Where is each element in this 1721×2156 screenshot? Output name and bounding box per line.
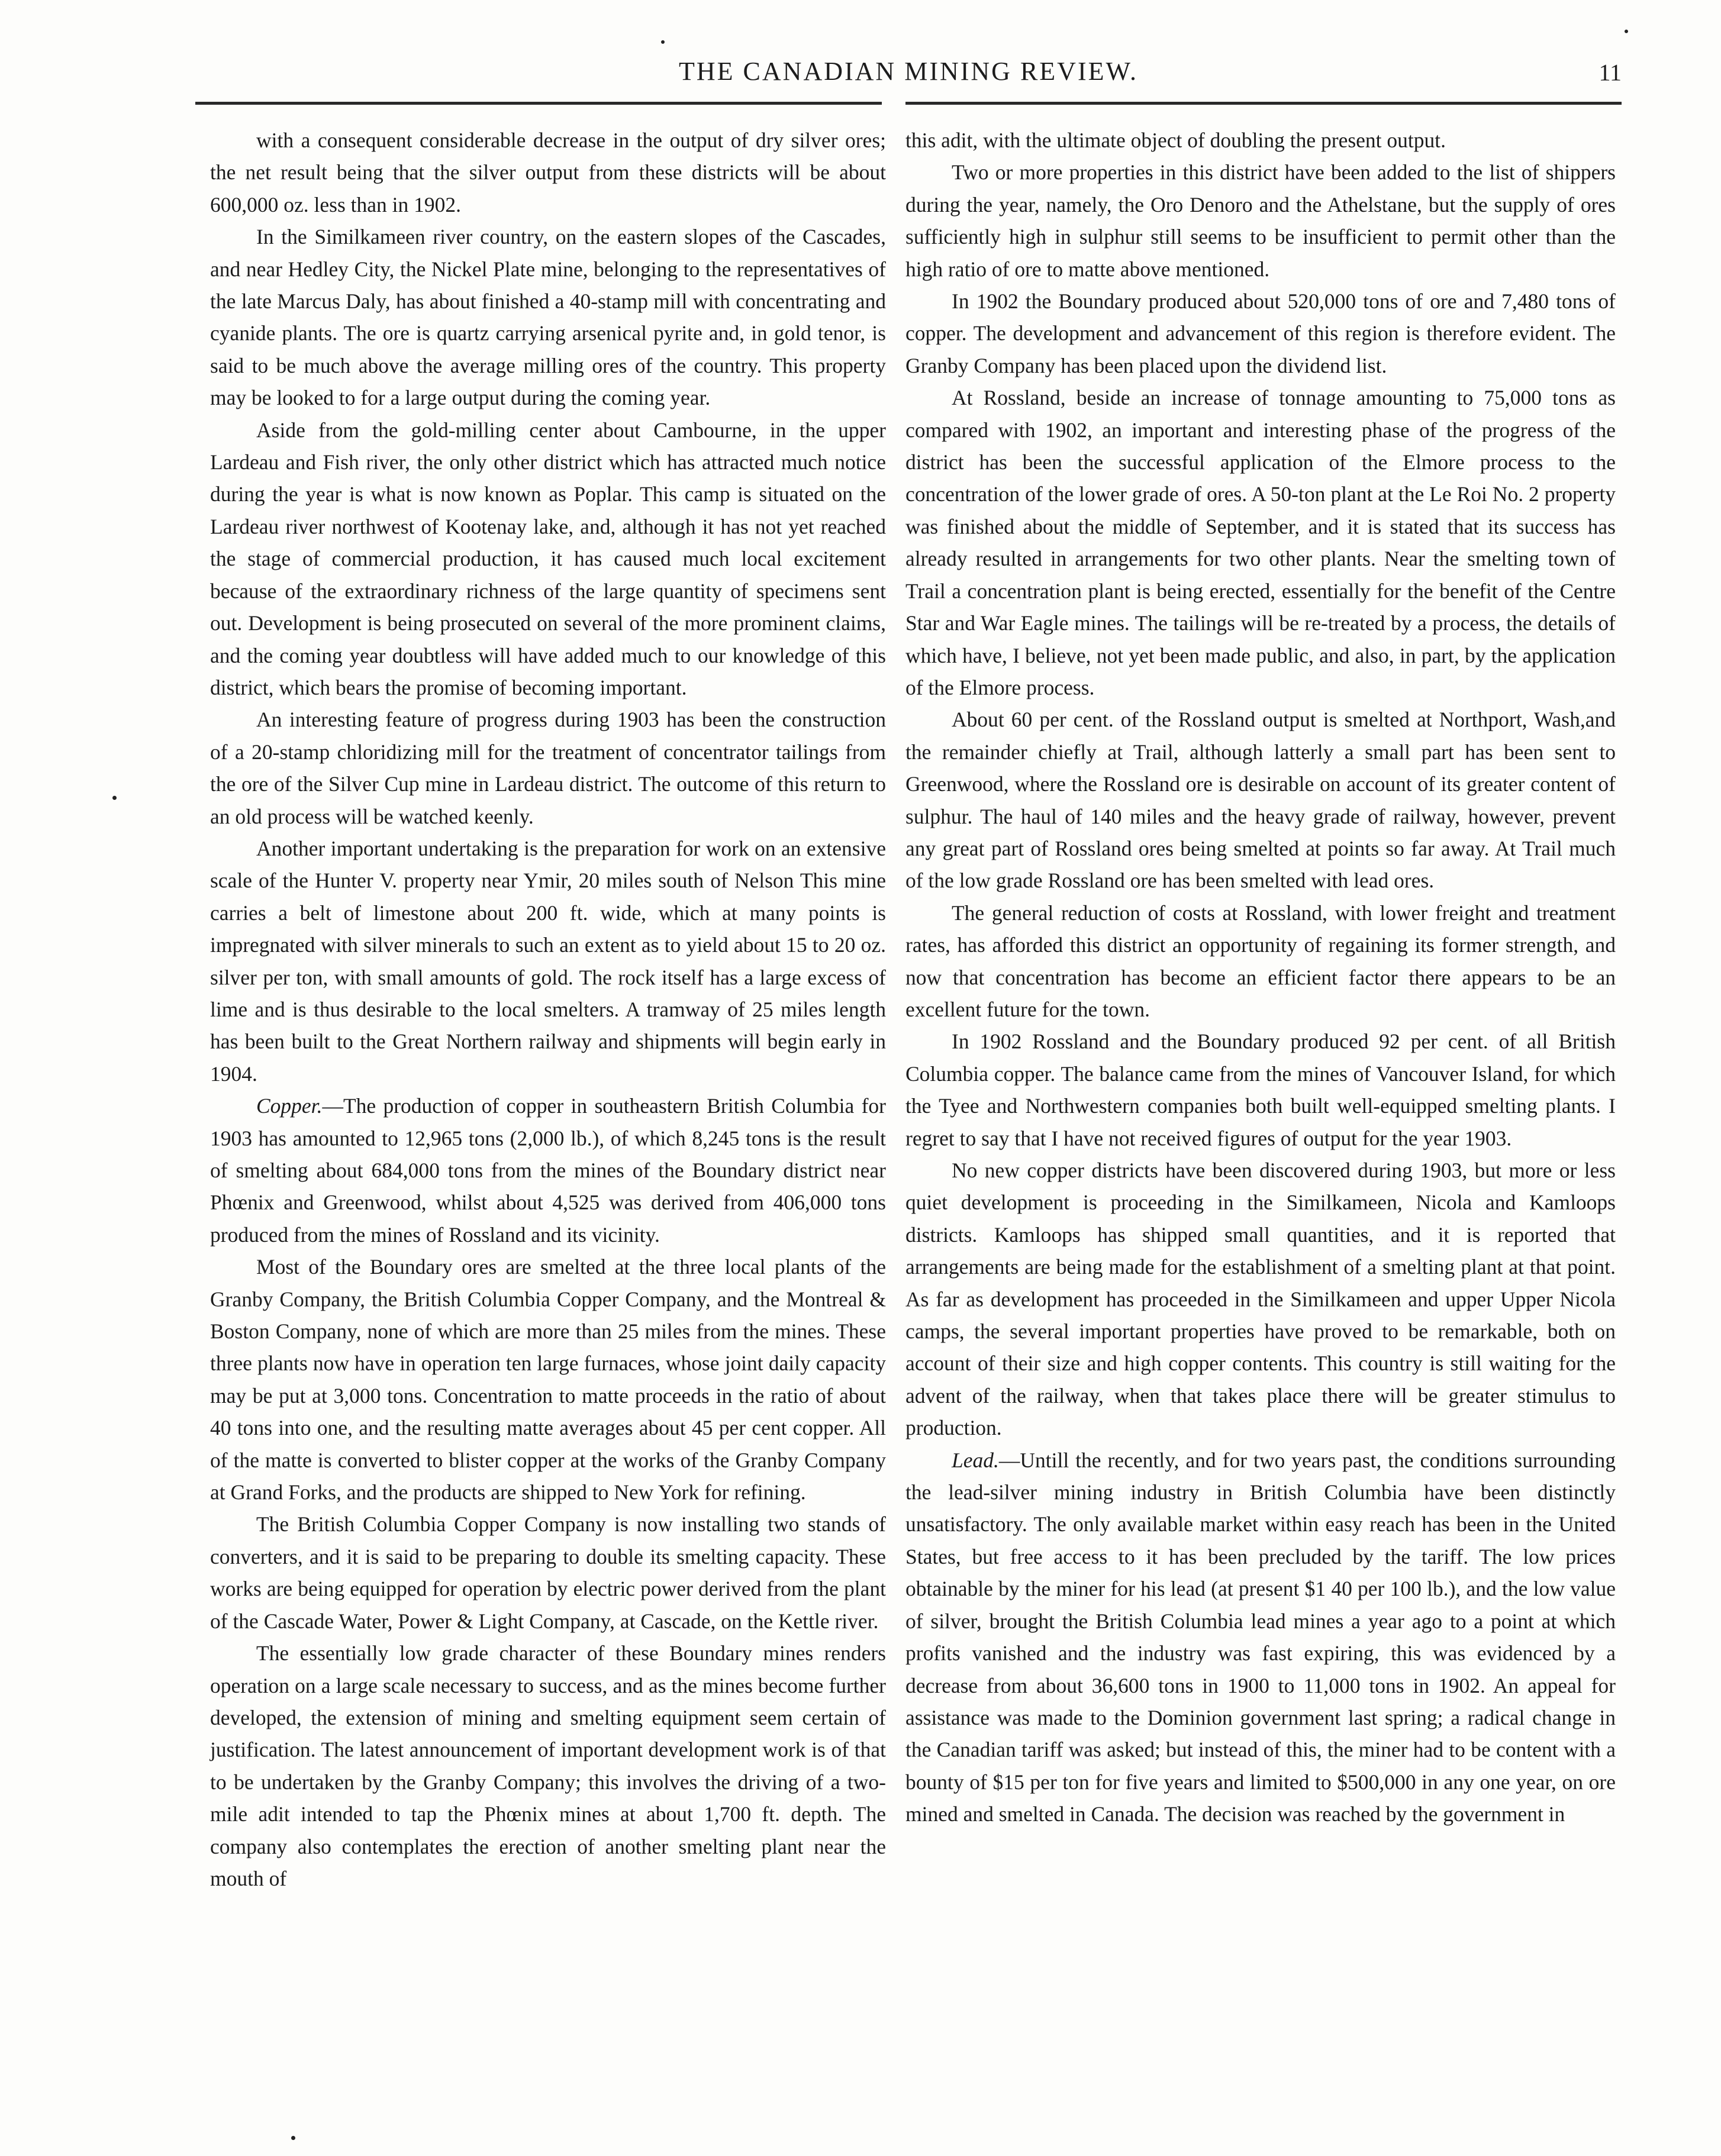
paragraph-text: —The production of copper in southeastern British Columbia for 1903 has amounted to 12,965 tons (2,000 lb.), of which 8,245 tons is the result of smelting about 684,000 tons from the mines of the Boundary district near Phœnix and Greenwood, whilst about 4,525 was derived from 406,000 tons produced from the mines of Rossland and its vicinity. — [210, 1094, 886, 1247]
paragraph-text: The essentially low grade character of these Boundary mines renders operation on a large scale necessary to success, and as the mines become further developed, the extension of mining and smelting equipment seem certain of justification. The latest announcement of important development work is of that to be undertaken by the Granby Company; this involves the driving of a two-mile adit intended to tap the Phœnix mines at about 1,700 ft. depth. The company also contemplates the erection of another smelting plant near the mouth of — [210, 1641, 886, 1890]
paragraph-text: Two or more properties in this district have been added to the list of shippers during the year, namely, the Oro Denoro and the Athelstane, but the supply of ores sufficiently high in sulphur still seems to be insufficient to permit other than the high ratio of ore to matte above mentioned. — [905, 160, 1616, 281]
paragraph — [905, 897, 1616, 1026]
paragraph — [905, 156, 1616, 285]
paragraph — [210, 414, 886, 704]
paragraph-text: In 1902 Rossland and the Boundary produced 92 per cent. of all British Columbia copper. The balance came from the mines of Vancouver Island, for which the Tyee and Northwestern companies both built well-equipped smelting plants. I regret to say that I have not received figures of output for the year 1903. — [905, 1029, 1616, 1150]
right-column — [905, 124, 1616, 1831]
paragraph-text: Aside from the gold-milling center about Cambourne, in the upper Lardeau and Fish river, the only other district which has attracted much notice during the year is what is now known as Poplar. This camp is situated on the Lardeau river northwest of Kootenay lake, and, although it has not yet reached the stage of commercial production, it has caused much local excitement because of the extraordinary richness of the large quantity of specimens sent out. Development is being prosecuted on several of the more prominent claims, and the coming year doubtless will have added much to our knowledge of this district, which bears the promise of becoming important. — [210, 418, 886, 699]
paragraph — [210, 124, 886, 221]
paragraph — [905, 124, 1616, 156]
paragraph-text: with a consequent considerable decrease in the output of dry silver ores; the net result being that the silver output from these districts will be about 600,000 oz. less than in 1902. — [210, 128, 886, 217]
paragraph — [210, 221, 886, 414]
page-header — [195, 56, 1622, 92]
paragraph — [210, 1508, 886, 1637]
paragraph — [210, 832, 886, 1090]
paragraph-text: An interesting feature of progress during 1903 has been the construction of a 20-stamp chloridizing mill for the treatment of concentrator tailings from the ore of the Silver Cup mine in Lardeau district. The outcome of this return to an old process will be watched keenly. — [210, 708, 886, 828]
paragraph — [210, 1637, 886, 1894]
paragraph-text: About 60 per cent. of the Rossland output is smelted at Northport, Wash,and the remainder chiefly at Trail, although latterly a small part has been sent to Greenwood, where the Rossland ore is desirable on account of its greater content of sulphur. The haul of 140 miles and the heavy grade of railway, however, prevent any great part of Rossland ores being smelted at points so far away. At Trail much of the low grade Rossland ore has been smelted with lead ores. — [905, 708, 1616, 893]
print-speck — [112, 796, 117, 800]
paragraph — [905, 285, 1616, 382]
paragraph — [905, 1444, 1616, 1831]
section-lead-in: Copper. — [256, 1094, 323, 1118]
paragraph-text: In the Similkameen river country, on the eastern slopes of the Cascades, and near Hedley City, the Nickel Plate mine, belonging to the representatives of the late Marcus Daly, has about finished a 40-stamp mill with concentrating and cyanide plants. The ore is quartz carrying arsenical pyrite and, in gold tenor, is said to be much above the average milling ores of the country. This property may be looked to for a large output during the coming year. — [210, 225, 886, 410]
paragraph-text: The British Columbia Copper Company is now installing two stands of converters, and it is said to be preparing to double its smelting capacity. These works are being equipped for operation by electric power derived from the plant of the Cascade Water, Power & Light Company, at Cascade, on the Kettle river. — [210, 1512, 886, 1633]
paragraph-text: No new copper districts have been discovered during 1903, but more or less quiet development is proceeding in the Similkameen, Nicola and Kamloops districts. Kamloops has shipped small quantities, and it is reported that arrangements are being made for the establishment of a smelting plant at that point. As far as development has proceeded in the Similkameen and upper Upper Nicola camps, the several important properties have proved to be remarkable, both on account of their size and high copper contents. This country is still waiting for the advent of the railway, when that takes place there will be greater stimulus to production. — [905, 1158, 1616, 1440]
paragraph — [905, 1025, 1616, 1154]
paragraph — [905, 382, 1616, 703]
paragraph-text: In 1902 the Boundary produced about 520,000 tons of ore and 7,480 tons of copper. The development and advancement of this region is therefore evident. The Granby Company has been placed upon the dividend list. — [905, 289, 1616, 377]
paragraph-text: —Untill the recently, and for two years past, the conditions surrounding the lead-silver mining industry in British Columbia have been distinctly unsatisfactory. The only available market within easy reach has been in the United States, but free access to it has been precluded by the tariff. The low prices obtainable by the miner for his lead (at present $1 40 per 100 lb.), and the low value of silver, brought the British Columbia lead mines a year ago to a point at which profits vanished and the industry was fast expiring, this was evidenced by a decrease from about 36,600 tons in 1900 to 11,000 tons in 1902. An appeal for assistance was made to the Dominion government last spring; a radical change in the Canadian tariff was asked; but instead of this, the miner had to be content with a bounty of $15 per ton for five years and limited to $500,000 in any one year, on ore mined and smelted in Canada. The decision was reached by the government in — [905, 1448, 1616, 1826]
paragraph-text: this adit, with the ultimate object of doubling the present output. — [905, 128, 1446, 152]
section-lead-in: Lead. — [952, 1448, 999, 1472]
paragraph — [210, 1251, 886, 1508]
paragraph-text: Most of the Boundary ores are smelted at the three local plants of the Granby Company, the British Columbia Copper Company, and the Montreal & Boston Company, none of which are more than 25 miles from the mines. These three plants now have in operation ten large furnaces, whose joint daily capacity may be put at 3,000 tons. Concentration to matte proceeds in the ratio of about 40 tons into one, and the resulting matte averages about 45 per cent copper. All of the matte is converted to blister copper at the works of the Granby Company at Grand Forks, and the products are shipped to New York for refining. — [210, 1255, 886, 1505]
header-rule-left — [195, 102, 882, 105]
paragraph — [210, 703, 886, 832]
page-number: 11 — [1598, 59, 1622, 86]
paragraph-text: Another important undertaking is the preparation for work on an extensive scale of the Hunter V. property near Ymir, 20 miles south of Nelson This mine carries a belt of limestone about 200 ft. wide, which at many points is impregnated with silver minerals to such an extent as to yield about 15 to 20 oz. silver per ton, with small amounts of gold. The rock itself has a large excess of lime and is thus desirable to the local smelters. A tramway of 25 miles length has been built to the Great Northern railway and shipments will begin early in 1904. — [210, 836, 886, 1086]
paragraph — [905, 703, 1616, 896]
left-column — [210, 124, 886, 1894]
paragraph-text: The general reduction of costs at Rossland, with lower freight and treatment rates, has afforded this district an opportunity of regaining its former strength, and now that concentration has become an efficient factor there appears to be an excellent future for the town. — [905, 901, 1616, 1021]
print-speck — [291, 2136, 295, 2140]
paragraph — [905, 1154, 1616, 1444]
journal-title: THE CANADIAN MINING REVIEW. — [679, 57, 1138, 86]
paragraph — [210, 1090, 886, 1251]
header-rule-right — [905, 102, 1622, 105]
print-speck — [1625, 30, 1628, 33]
print-speck — [661, 40, 665, 44]
paragraph-text: At Rossland, beside an increase of tonnage amounting to 75,000 tons as compared with 1902, an important and interesting phase of the progress of the district has been the successful application of the Elmore process to the concentration of the lower grade of ores. A 50-ton plant at the Le Roi No. 2 property was finished about the middle of September, and it is stated that its success has already resulted in arrangements for two other plants. Near the smelting town of Trail a concentration plant is being erected, essentially for the benefit of the Centre Star and War Eagle mines. The tailings will be re-treated by a process, the details of which have, I believe, not yet been made public, and also, in part, by the application of the Elmore process. — [905, 386, 1616, 699]
